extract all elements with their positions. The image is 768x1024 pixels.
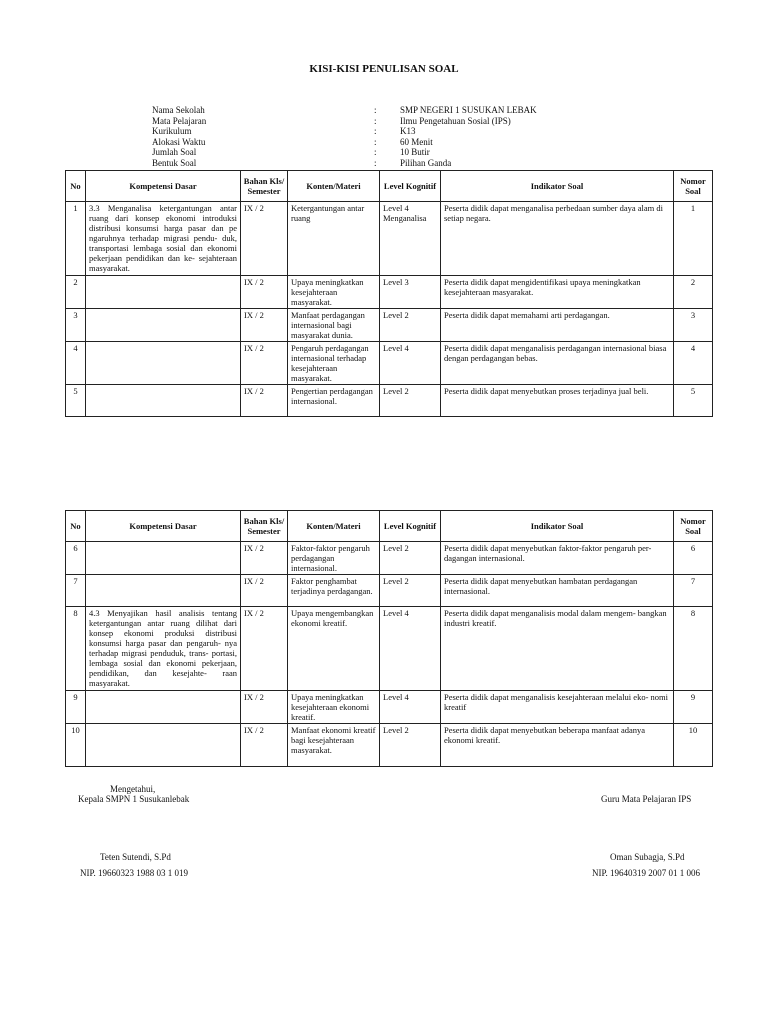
table-row — [66, 385, 713, 417]
signature-right-nip: NIP. 19640319 2007 01 1 006 — [592, 868, 701, 878]
cell-kd: 4.3 Menyajikan hasil analisis tentang ketergantungan antar ruang dilihat dari konsep ekonomi produksi distribusi konsumsi harga pasar dan pengaruh- nya terhadap migrasi penduduk, trans- portasi, lembaga sosial dan ekonomi pekerjaan, pendidikan, dan kesejahte- raan masyarakat. — [86, 607, 241, 691]
cell-level: Level 2 — [380, 724, 441, 767]
cell-kd — [86, 724, 241, 767]
info-block — [152, 105, 537, 169]
cell-no: 5 — [66, 385, 86, 417]
table-row — [66, 202, 713, 276]
cell-no: 9 — [66, 691, 86, 724]
header-bahan: Bahan Kls/ Semester — [241, 171, 288, 202]
info-row-school — [152, 105, 537, 116]
cell-kd — [86, 691, 241, 724]
info-row-type — [152, 158, 537, 169]
cell-no: 2 — [66, 276, 86, 309]
cell-nomor: 10 — [674, 724, 713, 767]
header-nomor: Nomor Soal — [674, 511, 713, 542]
signature-right-role: Guru Mata Pelajaran IPS — [601, 794, 692, 804]
cell-level: Level 4 — [380, 607, 441, 691]
signature-right-name: Oman Subagja, S.Pd — [610, 852, 685, 862]
cell-bahan: IX / 2 — [241, 691, 288, 724]
info-label: Mata Pelajaran — [152, 115, 207, 126]
table-header-row — [66, 511, 713, 542]
info-value: Pilihan Ganda — [400, 157, 452, 168]
cell-nomor: 7 — [674, 575, 713, 607]
cell-bahan: IX / 2 — [241, 309, 288, 342]
info-row-time — [152, 137, 537, 148]
info-label: Jumlah Soal — [152, 147, 197, 158]
header-kd: Kompetensi Dasar — [86, 171, 241, 202]
info-label: Alokasi Waktu — [152, 136, 206, 147]
cell-level: Level 2 — [380, 385, 441, 417]
info-colon: : — [374, 147, 377, 158]
info-row-subject — [152, 116, 537, 127]
cell-bahan: IX / 2 — [241, 385, 288, 417]
cell-nomor: 8 — [674, 607, 713, 691]
info-colon: : — [374, 157, 377, 168]
cell-level: Level 4 — [380, 342, 441, 385]
signature-left-role: Kepala SMPN 1 Susukanlebak — [78, 794, 190, 804]
cell-kd — [86, 276, 241, 309]
cell-kd — [86, 309, 241, 342]
cell-indikator: Peserta didik dapat menganalisis perdagangan internasional biasa dengan perdagangan bebas. — [441, 342, 674, 385]
info-row-count — [152, 147, 537, 158]
table-header-row — [66, 171, 713, 202]
cell-kd: 3.3 Menganalisa ketergantungan antar ruang dari konsep ekonomi introduksi distribusi konsumsi harga pasar dan pe ngaruhnya terhadap migrasi pendu- duk, transportasi lembaga sosial dan ekonomi pekerjaan pendidikan dan ke- sejahteraan masyarakat. — [86, 202, 241, 276]
cell-indikator: Peserta didik dapat menyebutkan hambatan perdagangan internasional. — [441, 575, 674, 607]
info-colon: : — [374, 105, 377, 115]
cell-konten: Faktor-faktor pengaruh perdagangan internasional. — [288, 542, 380, 575]
grid-table-2 — [65, 510, 713, 767]
cell-kd — [86, 342, 241, 385]
table-row — [66, 309, 713, 342]
header-bahan: Bahan Kls/ Semester — [241, 511, 288, 542]
cell-bahan: IX / 2 — [241, 724, 288, 767]
cell-no: 3 — [66, 309, 86, 342]
cell-nomor: 3 — [674, 309, 713, 342]
header-no: No — [66, 511, 86, 542]
cell-no: 6 — [66, 542, 86, 575]
info-row-curriculum — [152, 126, 537, 137]
cell-konten: Upaya meningkatkan kesejahteraan masyarakat. — [288, 276, 380, 309]
table-row — [66, 276, 713, 309]
table-row — [66, 575, 713, 607]
grid-table-1 — [65, 170, 713, 417]
signature-left-name: Teten Sutendi, S.Pd — [100, 852, 171, 862]
cell-level: Level 4 — [380, 691, 441, 724]
cell-indikator: Peserta didik dapat menyebutkan proses terjadinya jual beli. — [441, 385, 674, 417]
cell-konten: Pengaruh perdagangan internasional terhadap kesejahteraan masyarakat. — [288, 342, 380, 385]
header-kd: Kompetensi Dasar — [86, 511, 241, 542]
cell-kd — [86, 542, 241, 575]
cell-bahan: IX / 2 — [241, 342, 288, 385]
cell-bahan: IX / 2 — [241, 542, 288, 575]
header-nomor: Nomor Soal — [674, 171, 713, 202]
cell-nomor: 9 — [674, 691, 713, 724]
cell-konten: Manfaat ekonomi kreatif bagi kesejahteraan masyarakat. — [288, 724, 380, 767]
cell-indikator: Peserta didik dapat menganalisis kesejahteraan melalui eko- nomi kreatif — [441, 691, 674, 724]
document-title: KISI-KISI PENULISAN SOAL — [309, 63, 459, 75]
cell-indikator: Peserta didik dapat menganalisis modal dalam mengem- bangkan industri kreatif. — [441, 607, 674, 691]
cell-indikator: Peserta didik dapat mengidentifikasi upaya meningkatkan kesejahteraan masyarakat. — [441, 276, 674, 309]
cell-no: 10 — [66, 724, 86, 767]
info-colon: : — [374, 136, 377, 147]
cell-konten: Manfaat perdagangan internasional bagi masyarakat dunia. — [288, 309, 380, 342]
table-row — [66, 342, 713, 385]
cell-indikator: Peserta didik dapat memahami arti perdagangan. — [441, 309, 674, 342]
info-label: Kurikulum — [152, 126, 192, 137]
header-no: No — [66, 171, 86, 202]
info-value: SMP NEGERI 1 SUSUKAN LEBAK — [400, 105, 537, 115]
cell-level: Level 2 — [380, 542, 441, 575]
header-konten: Konten/Materi — [288, 511, 380, 542]
info-value: Ilmu Pengetahuan Sosial (IPS) — [400, 115, 511, 126]
cell-no: 1 — [66, 202, 86, 276]
info-label: Bentuk Soal — [152, 157, 197, 168]
cell-bahan: IX / 2 — [241, 202, 288, 276]
info-value: 10 Butir — [400, 147, 430, 158]
table-row — [66, 724, 713, 767]
table-row — [66, 542, 713, 575]
cell-nomor: 6 — [674, 542, 713, 575]
info-colon: : — [374, 115, 377, 126]
cell-bahan: IX / 2 — [241, 276, 288, 309]
header-level: Level Kognitif — [380, 511, 441, 542]
cell-nomor: 2 — [674, 276, 713, 309]
info-value: 60 Menit — [400, 136, 433, 147]
info-colon: : — [374, 126, 377, 137]
cell-konten: Faktor penghambat terjadinya perdagangan. — [288, 575, 380, 607]
cell-konten: Ketergantungan antar ruang — [288, 202, 380, 276]
cell-indikator: Peserta didik dapat menyebutkan faktor-faktor pengaruh per- dagangan internasional. — [441, 542, 674, 575]
cell-indikator: Peserta didik dapat menyebutkan beberapa manfaat adanya ekonomi kreatif. — [441, 724, 674, 767]
cell-level: Level 4 Menganalisa — [380, 202, 441, 276]
cell-level: Level 3 — [380, 276, 441, 309]
cell-nomor: 1 — [674, 202, 713, 276]
cell-indikator: Peserta didik dapat menganalisa perbedaan sumber daya alam di setiap negara. — [441, 202, 674, 276]
cell-konten: Upaya mengembangkan ekonomi kreatif. — [288, 607, 380, 691]
info-value: K13 — [400, 126, 416, 137]
header-indikator: Indikator Soal — [441, 511, 674, 542]
cell-level: Level 2 — [380, 309, 441, 342]
header-konten: Konten/Materi — [288, 171, 380, 202]
cell-konten: Pengertian perdagangan internasional. — [288, 385, 380, 417]
cell-bahan: IX / 2 — [241, 607, 288, 691]
header-level: Level Kognitif — [380, 171, 441, 202]
signature-acknowledged: Mengetahui, — [110, 784, 156, 794]
info-label: Nama Sekolah — [152, 105, 205, 115]
table-row — [66, 607, 713, 691]
cell-nomor: 4 — [674, 342, 713, 385]
signature-left-nip: NIP. 19660323 1988 03 1 019 — [80, 868, 189, 878]
cell-no: 4 — [66, 342, 86, 385]
cell-level: Level 2 — [380, 575, 441, 607]
cell-no: 7 — [66, 575, 86, 607]
table-row — [66, 691, 713, 724]
header-indikator: Indikator Soal — [441, 171, 674, 202]
cell-no: 8 — [66, 607, 86, 691]
cell-konten: Upaya meningkatkan kesejahteraan ekonomi kreatif. — [288, 691, 380, 724]
cell-kd — [86, 385, 241, 417]
cell-kd — [86, 575, 241, 607]
cell-bahan: IX / 2 — [241, 575, 288, 607]
cell-nomor: 5 — [674, 385, 713, 417]
